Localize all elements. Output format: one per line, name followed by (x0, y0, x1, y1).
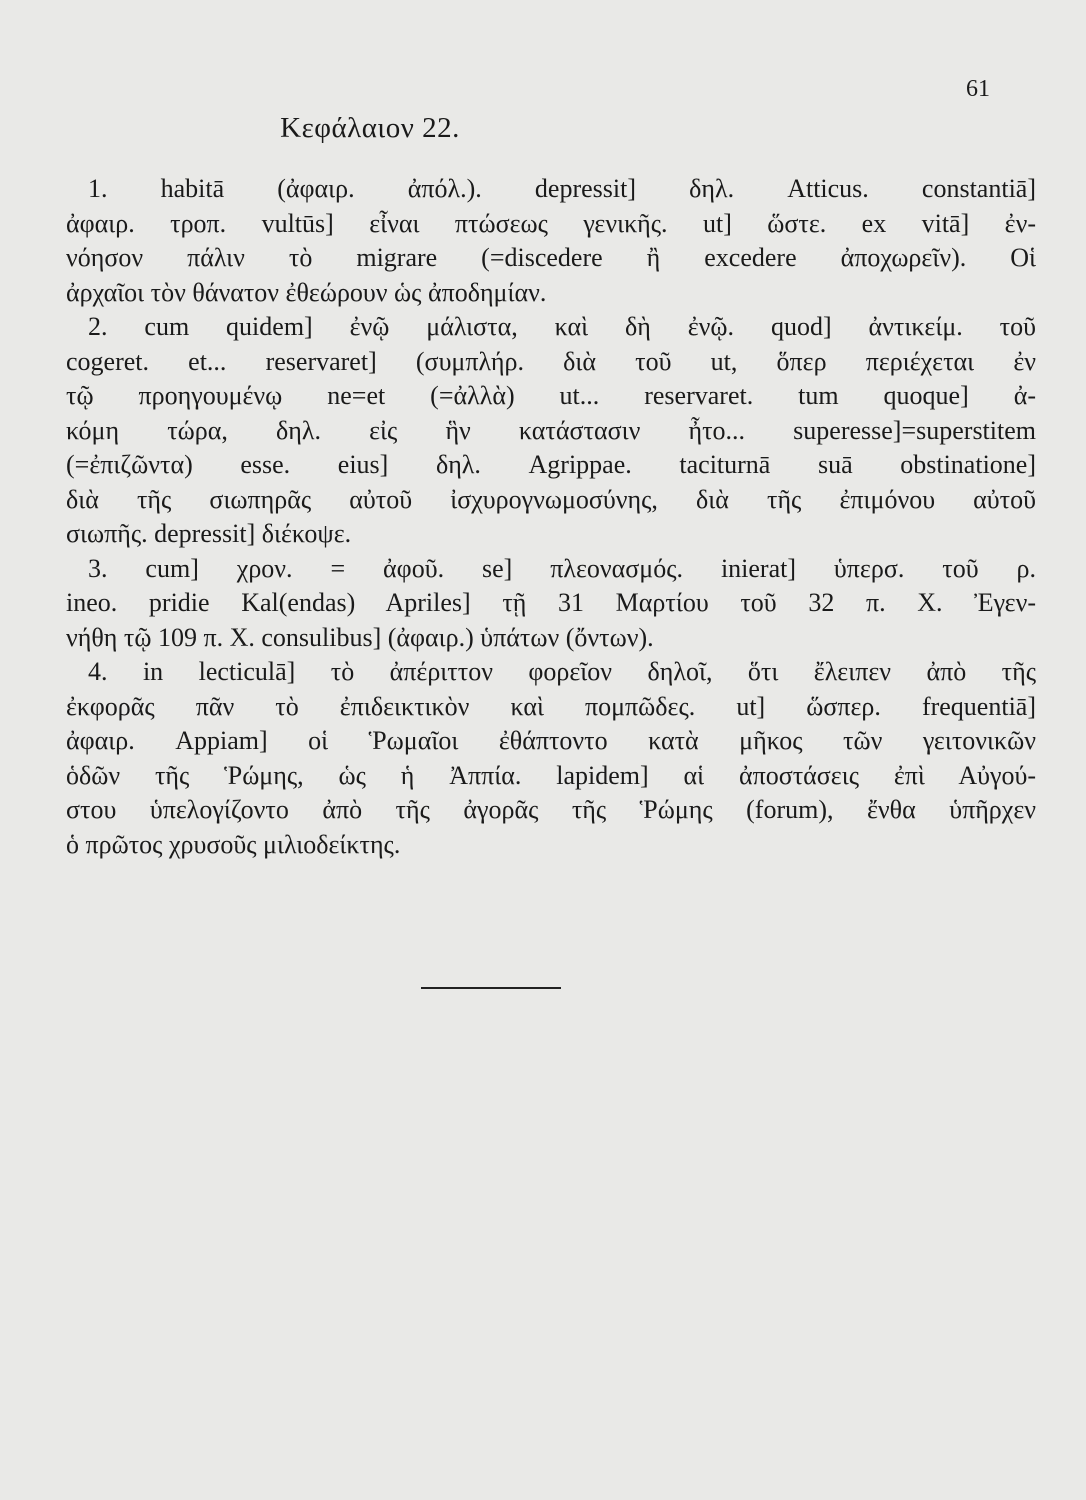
section-divider (421, 987, 561, 989)
text-line: τῷ προηγουμένῳ ne=et (=ἀλλὰ) ut... reservaret. tum quoque] ἀ- (66, 381, 1036, 410)
text-line: ἀφαιρ. Appiam] οἱ Ῥωμαῖοι ἐθάπτοντο κατὰ μῆκος τῶν γειτονικῶν (66, 726, 1036, 755)
chapter-title: Κεφάλαιον 22. (280, 112, 460, 144)
text-line: νόησον πάλιν τὸ migrare (=discedere ἢ excedere ἀποχωρεῖν). Οἱ (66, 243, 1036, 272)
text-line: διὰ τῆς σιωπηρᾶς αὐτοῦ ἰσχυρογνωμοσύνης, διὰ τῆς ἐπιμόνου αὐτοῦ (66, 484, 1036, 514)
commentary-text (66, 172, 1036, 862)
text-line: ἀφαιρ. τροπ. vultūs] εἶναι πτώσεως γενικῆς. ut] ὥστε. ex vitā] ἐν- (66, 208, 1036, 238)
text-line: κόμη τώρα, δηλ. εἰς ἣν κατάστασιν ἦτο... superesse]=superstitem (66, 415, 1036, 445)
text-line: 1. habitā (ἀφαιρ. ἀπόλ.). depressit] δηλ. Atticus. constantiā] (88, 174, 1036, 203)
text-line: ἐκφορᾶς πᾶν τὸ ἐπιδεικτικὸν καὶ πομπῶδες. ut] ὥσπερ. frequentiā] (66, 691, 1036, 721)
text-line: ineo. pridie Kal(endas) Apriles] τῇ 31 Μαρτίου τοῦ 32 π. Χ. Ἐγεν- (66, 588, 1036, 617)
text-line: 3. cum] χρον. = ἀφοῦ. se] πλεονασμός. inierat] ὑπερσ. τοῦ ρ. (88, 553, 1036, 583)
text-line: ἀρχαῖοι τὸν θάνατον ἐθεώρουν ὡς ἀποδημίαν. (66, 277, 547, 307)
text-line: στου ὑπελογίζοντο ἀπὸ τῆς ἀγορᾶς τῆς Ῥώμης (forum), ἔνθα ὑπῆρχεν (66, 795, 1036, 824)
text-line: νήθη τῷ 109 π. Χ. consulibus] (ἀφαιρ.) ὑπάτων (ὄντων). (66, 622, 654, 652)
text-line: 2. cum quidem] ἐνῷ μάλιστα, καὶ δὴ ἐνῷ. quod] ἀντικείμ. τοῦ (88, 312, 1036, 341)
text-line: ὁδῶν τῆς Ῥώμης, ὡς ἡ Ἀππία. lapidem] αἱ ἀποστάσεις ἐπὶ Αὐγού- (66, 760, 1036, 790)
text-line: (=ἐπιζῶντα) esse. eius] δηλ. Agrippae. taciturnā suā obstinatione] (66, 450, 1036, 479)
text-line: 4. in lecticulā] τὸ ἀπέριττον φορεῖον δηλοῖ, ὅτι ἔλειπεν ἀπὸ τῆς (88, 657, 1036, 686)
text-line: σιωπῆς. depressit] διέκοψε. (66, 519, 352, 548)
text-line: ὁ πρῶτος χρυσοῦς μιλιοδείκτης. (66, 829, 401, 859)
page-number: 61 (966, 76, 990, 102)
text-line: cogeret. et... reservaret] (συμπλήρ. διὰ τοῦ ut, ὅπερ περιέχεται ἐν (66, 346, 1036, 376)
